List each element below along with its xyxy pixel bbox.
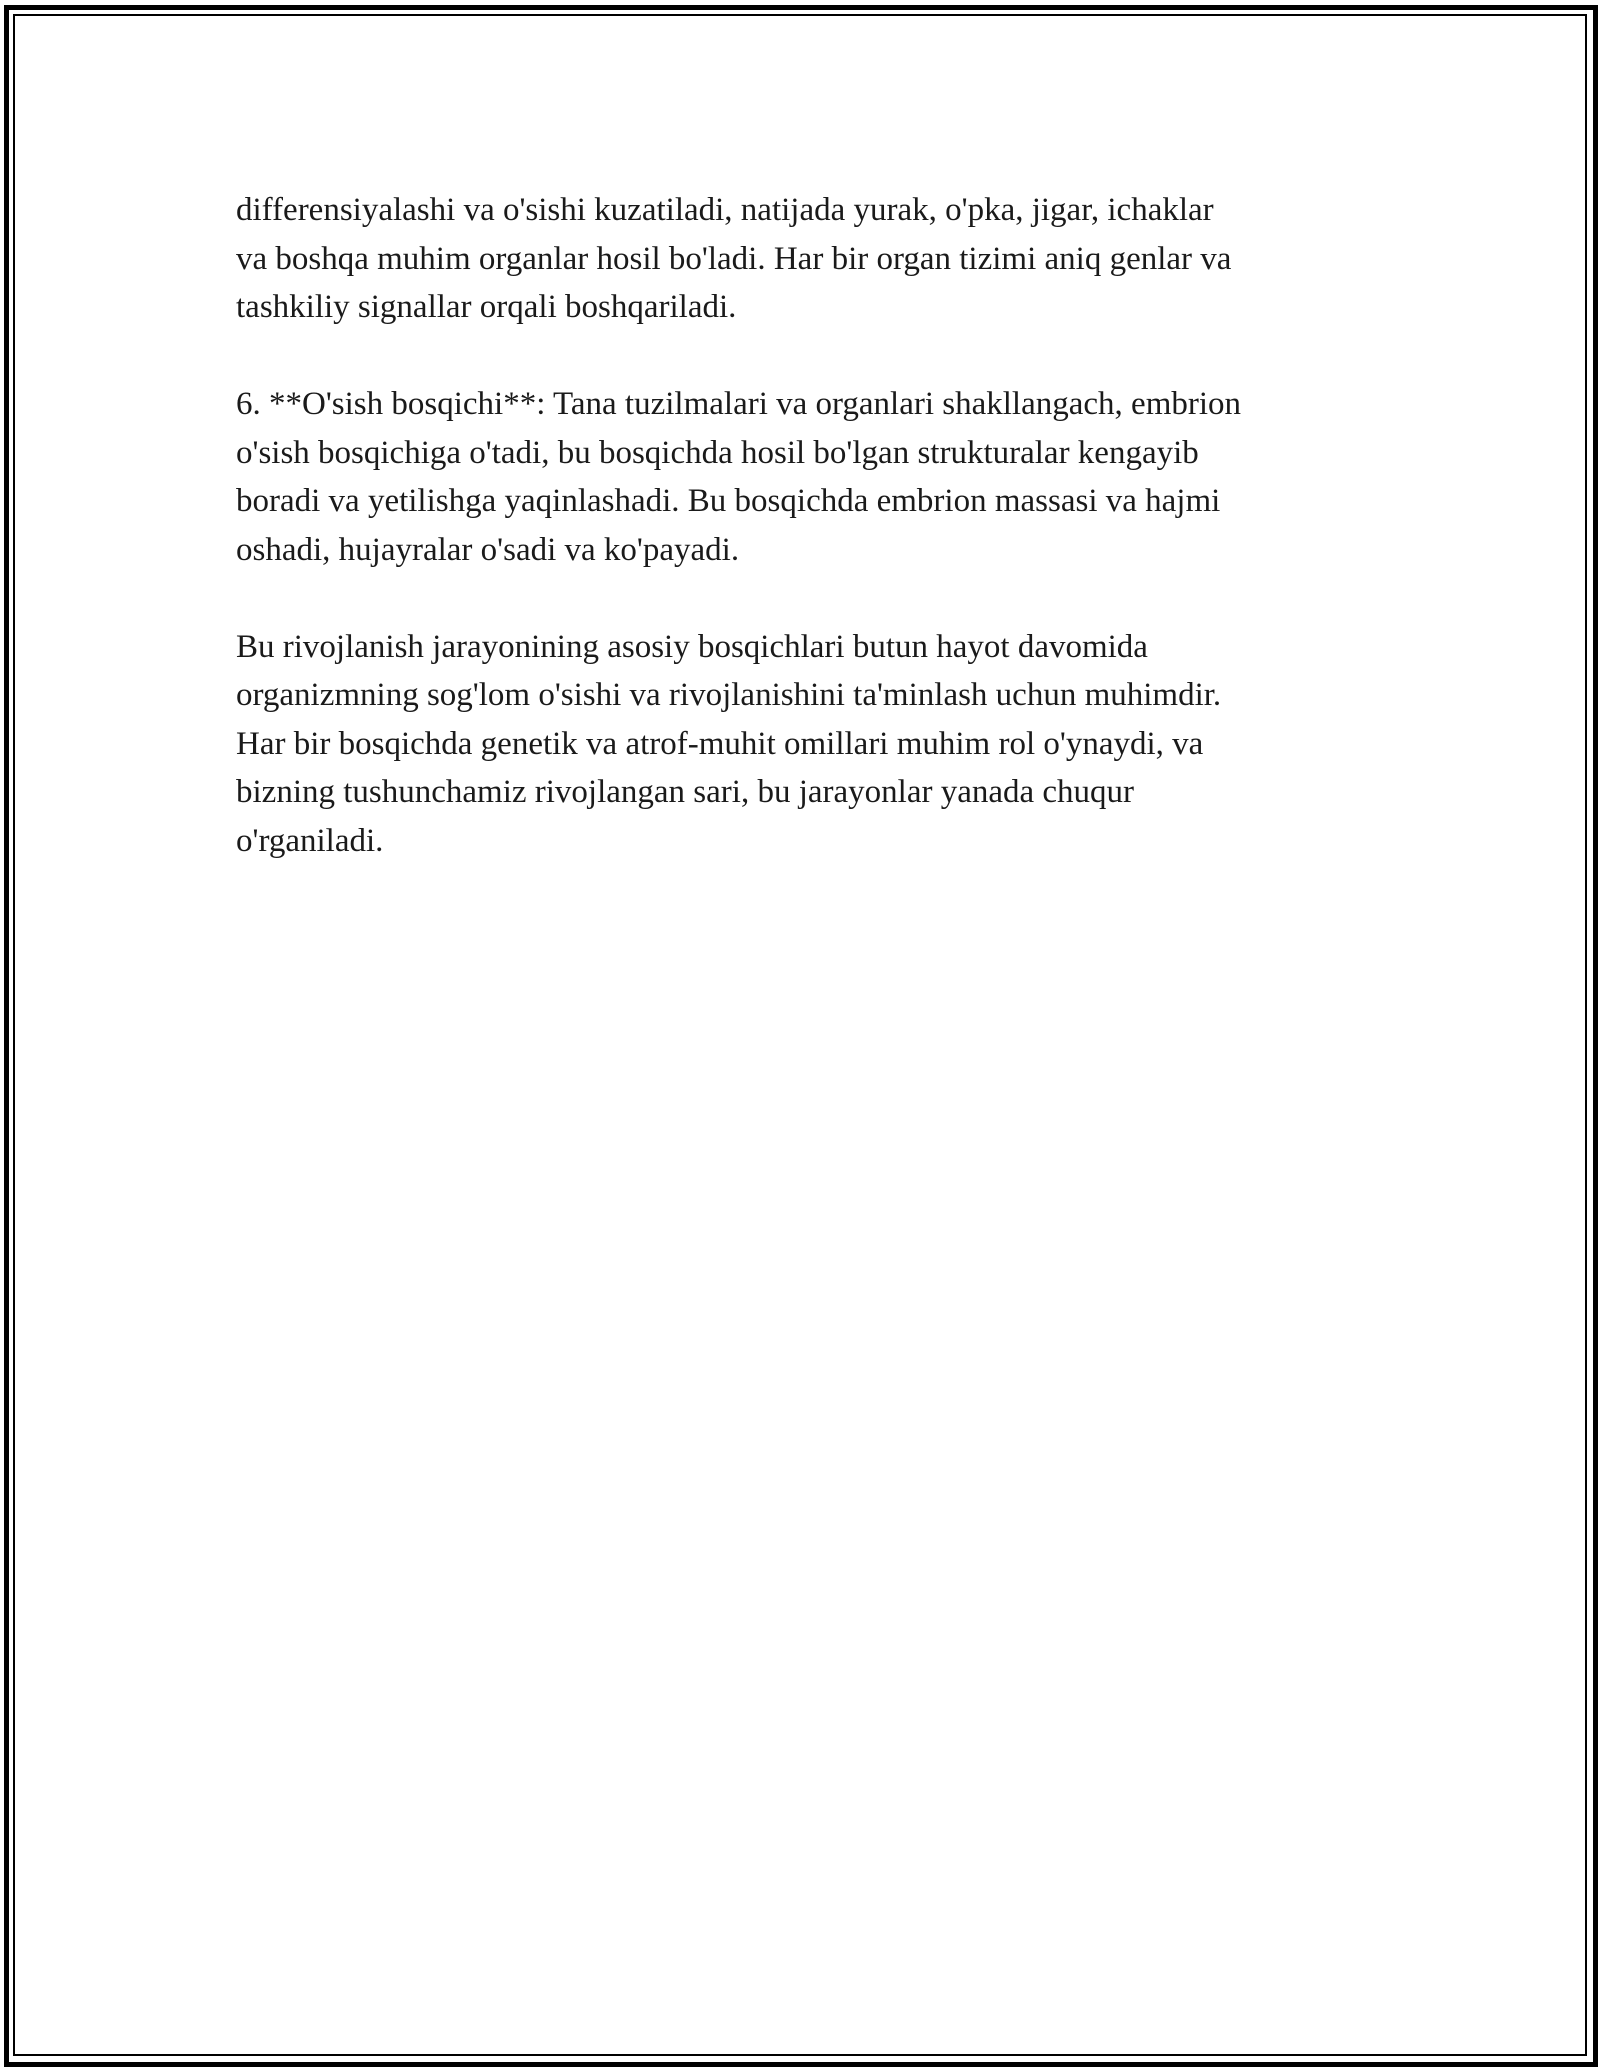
paragraph-growth-stage: 6. **O'sish bosqichi**: Tana tuzilmalari va organlari shakllangach, embrion o'sish bosqichiga o'tadi, bu bosqichda hosil bo'lgan strukturalar kengayib boradi va yetilishga yaqinlashadi. Bu bosqichda embrion massasi va hajmi oshadi, hujayralar o'sadi va ko'payadi. bbox=[236, 386, 1242, 568]
paragraph-conclusion: Bu rivojlanish jarayonining asosiy bosqichlari butun hayot davomida organizmning sog'lom o'sishi va rivojlanishini ta'minlash uchun muhimdir. Har bir bosqichda genetik va atrof-muhit omillari muhim rol o'ynaydi, va bizning tushunchamiz rivojlangan sari, bu jarayonlar yanada chuqur o'rganiladi. bbox=[236, 628, 1222, 859]
paragraph-organ-formation: differensiyalashi va o'sishi kuzatiladi, natijada yurak, o'pka, jigar, ichaklar va boshqa muhim organlar hosil bo'ladi. Har bir organ tizimi aniq genlar va tashkiliy signallar orqali boshqariladi. bbox=[236, 192, 1232, 325]
document-body bbox=[236, 186, 1396, 865]
